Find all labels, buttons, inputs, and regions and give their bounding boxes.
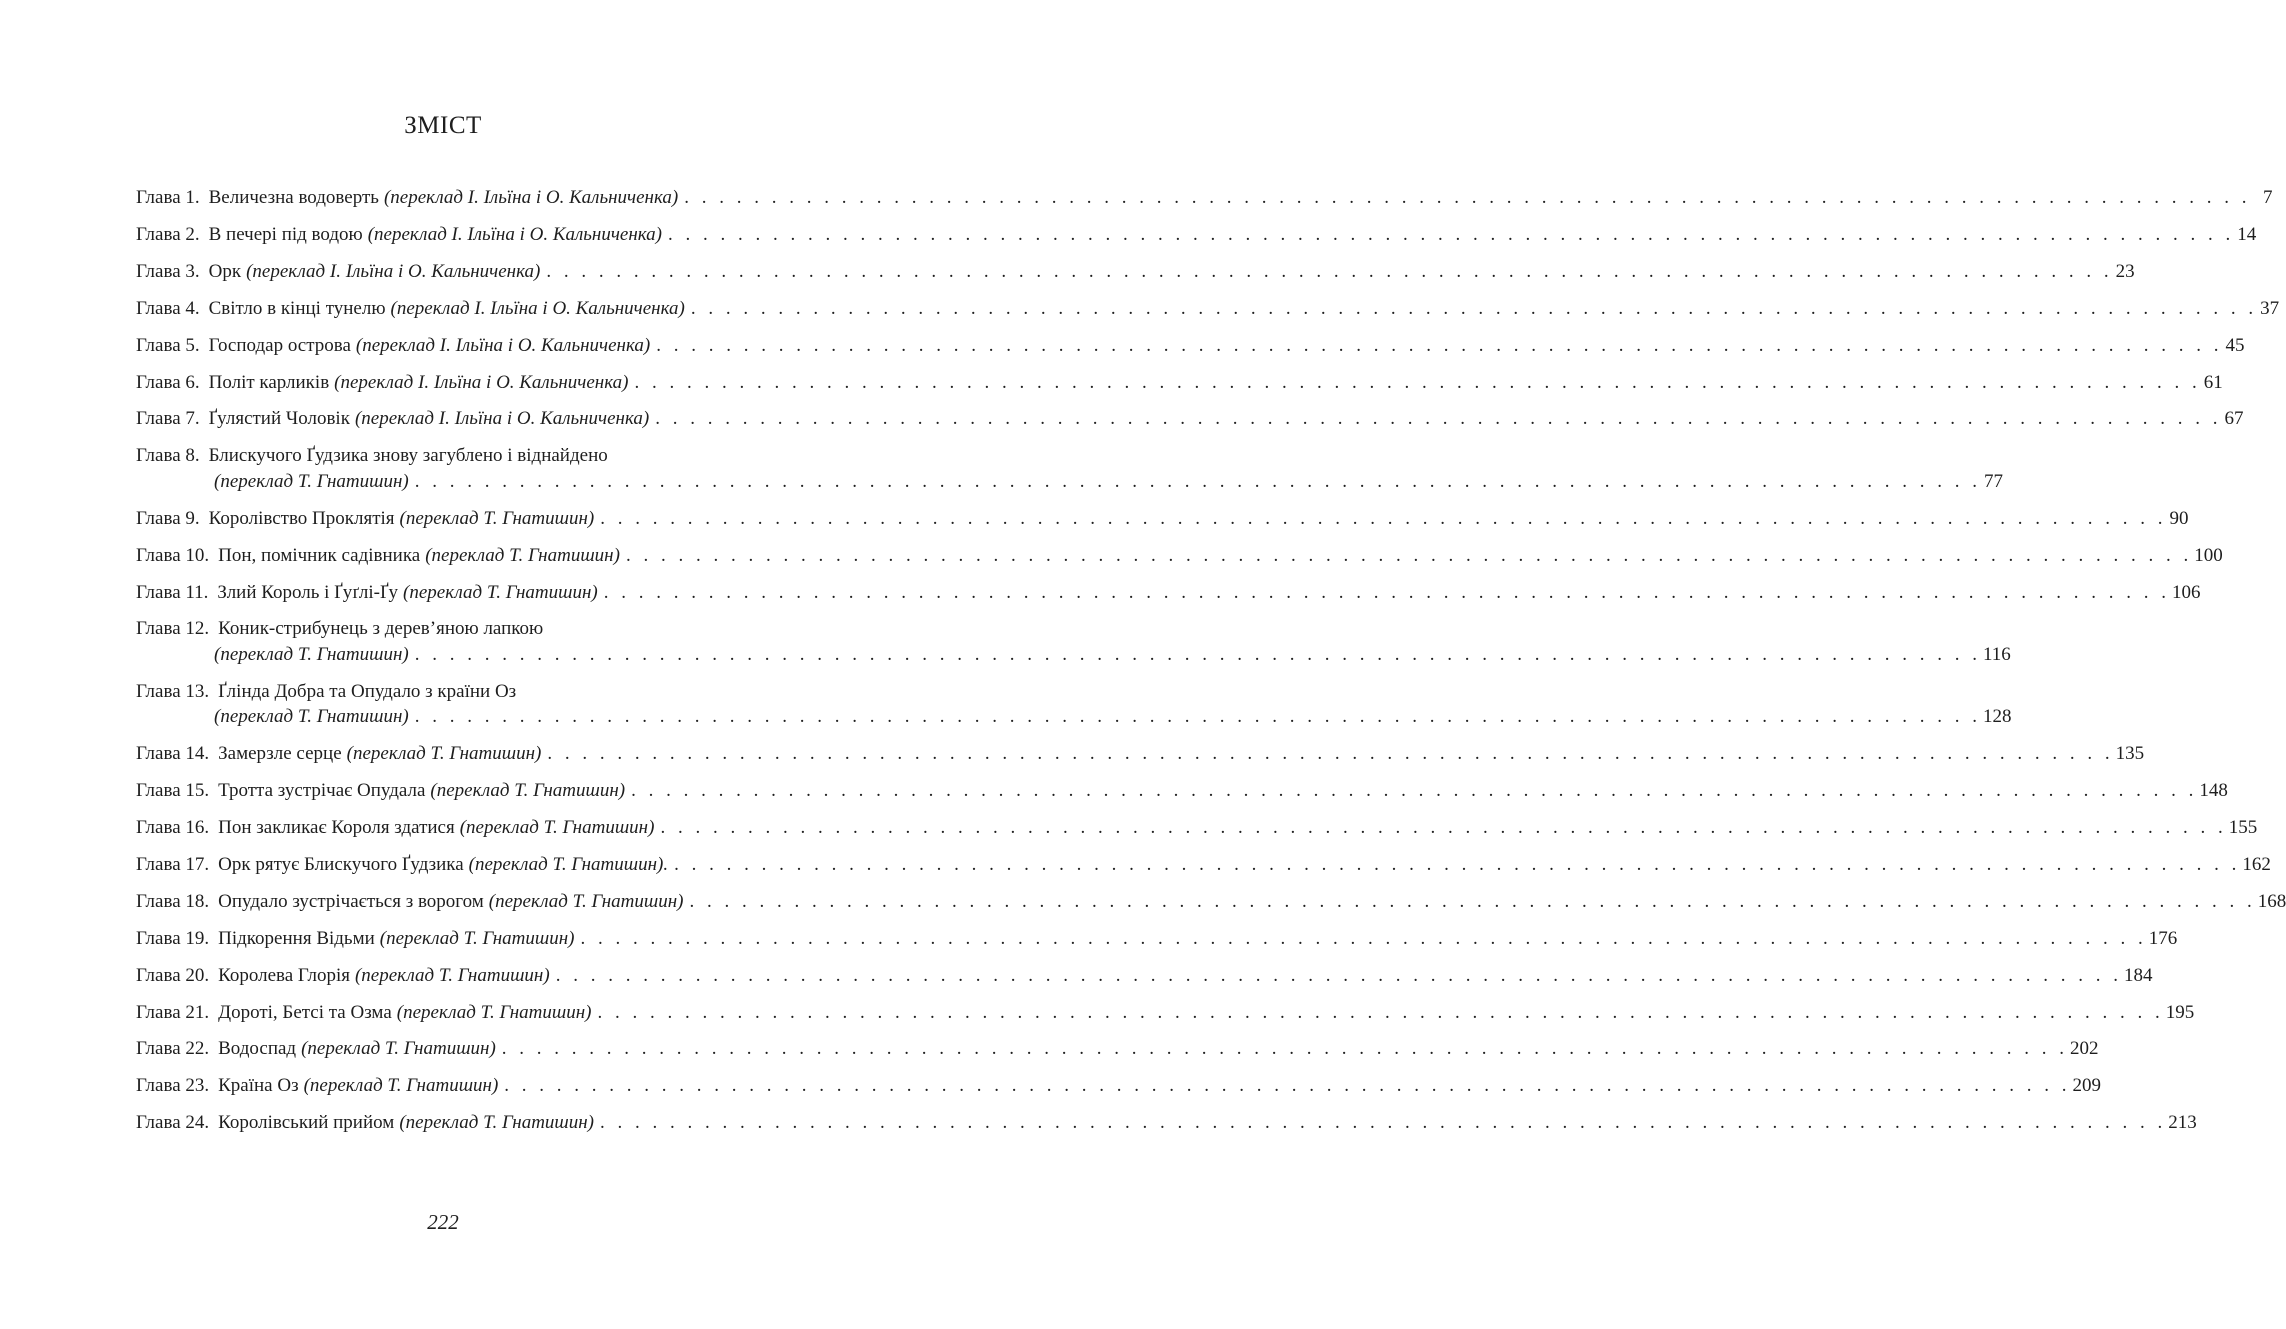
chapter-translator: (переклад Т. Гнатишин). [468,853,669,875]
chapter-label: Глава 6. [136,371,200,393]
toc-entry-line [136,924,2178,954]
chapter-label: Глава 12. [136,618,210,640]
chapter-title: Коник-стрибунець з дерев’яною лапкою [218,618,544,640]
chapter-label: Глава 23. [136,1075,210,1097]
chapter-translator: (переклад Т. Гнатишин) [396,1001,592,1023]
chapter-title: Країна Оз [218,1075,299,1097]
toc-entry-continuation [136,640,2011,670]
toc-entry-line [136,1071,2102,1101]
dot-leader: . . . . . . . . . . . . . . . . . . . . . . . . . . . . . . . . . . . . . . . . . . . . . . . . . . . . . . . . . . . . . . . . . . . . . . . . . . . . . . . . . . . . . . . . . . [656,334,2223,356]
chapter-translator: (переклад Т. Гнатишин) [403,581,598,603]
dot-leader: . . . . . . . . . . . . . . . . . . . . . . . . . . . . . . . . . . . . . . . . . . . . . . . . . . . . . . . . . . . . . . . . . . . . . . . . . . . . . . . . . . . . . . . . . . [689,890,2256,912]
chapter-translator: (переклад І. Ільїна і О. Кальниченка) [390,297,685,319]
chapter-label: Глава 17. [136,853,210,875]
chapter-label: Глава 9. [136,507,200,529]
dot-leader: . . . . . . . . . . . . . . . . . . . . . . . . . . . . . . . . . . . . . . . . . . . . . . . . . . . . . . . . . . . . . . . . . . . . . . . . . . . . . . . . . . . . . . . . . . [684,187,2251,208]
toc-entry-line [136,578,2201,608]
chapter-page-number: 155 [2228,817,2258,838]
chapter-page-number: 45 [2225,334,2245,356]
chapter-translator: (переклад І. Ільїна і О. Кальниченка) [383,187,679,208]
chapter-page-number: 213 [2168,1112,2197,1134]
chapter-title: Водоспад [218,1038,297,1060]
chapter-translator: (переклад І. Ільїна і О. Кальниченка) [246,260,541,282]
chapter-translator: (переклад Т. Гнатишин) [354,964,550,986]
chapter-title: Блискучого Ґудзика знову загублено і віднайдено [208,445,608,467]
toc-entry-line [136,776,2228,806]
chapter-title: Королева Глорія [218,964,350,986]
dot-leader: . . . . . . . . . . . . . . . . . . . . . . . . . . . . . . . . . . . . . . . . . . . . . . . . . . . . . . . . . . . . . . . . . . . . . . . . . . . . . . . . . . . . . . . . . . [660,817,2227,838]
toc-entry-line [136,368,2223,398]
chapter-page-number: 67 [2224,408,2244,430]
toc-entry-line [136,887,2286,917]
chapter-translator: (переклад Т. Гнатишин) [488,890,684,912]
toc-entry-line [136,257,2135,287]
chapter-translator: (переклад І. Ільїна і О. Кальниченка) [355,334,651,356]
chapter-label: Глава 13. [136,680,210,702]
dot-leader: . . . . . . . . . . . . . . . . . . . . . . . . . . . . . . . . . . . . . . . . . . . . . . . . . . . . . . . . . . . . . . . . . . . . . . . . . . . . . . . . . . . . . . . . . . [600,1112,2167,1134]
chapter-page-number: 148 [2199,780,2228,802]
toc-entry-line [136,541,2223,571]
chapter-title: Орк [208,260,242,282]
dot-leader: . . . . . . . . . . . . . . . . . . . . . . . . . . . . . . . . . . . . . . . . . . . . . . . . . . . . . . . . . . . . . . . . . . . . . . . . . . . . . . . . . . . . . . . . . . [597,1001,2164,1023]
chapter-title: В печері під водою [208,223,363,245]
dot-leader: . . . . . . . . . . . . . . . . . . . . . . . . . . . . . . . . . . . . . . . . . . . . . . . . . . . . . . . . . . . . . . . . . . . . . . . . . . . . . . . . . . . . . . . . . . [600,507,2167,529]
chapter-title: Королівський прийом [218,1112,395,1134]
dot-leader: . . . . . . . . . . . . . . . . . . . . . . . . . . . . . . . . . . . . . . . . . . . . . . . . . . . . . . . . . . . . . . . . . . . . . . . . . . . . . . . . . . . . . . . . . . [546,260,2113,282]
toc-entry-line [136,183,2273,213]
chapter-title: Пон, помічник садівника [218,544,421,566]
dot-leader: . . . . . . . . . . . . . . . . . . . . . . . . . . . . . . . . . . . . . . . . . . . . . . . . . . . . . . . . . . . . . . . . . . . . . . . . . . . . . . . . . . . . . . . . . . [580,927,2147,949]
chapter-title: Господар острова [208,334,351,356]
dot-leader: . . . . . . . . . . . . . . . . . . . . . . . . . . . . . . . . . . . . . . . . . . . . . . . . . . . . . . . . . . . . . . . . . . . . . . . . . . . . . . . . . . . . . . . . . . [555,964,2122,986]
chapter-title: Замерзле серце [218,743,342,765]
toc-entry-line [136,813,2258,843]
chapter-page-number: 202 [2070,1038,2099,1060]
toc-entry-continuation [136,702,2012,732]
chapter-translator: (переклад Т. Гнатишин) [303,1075,499,1097]
chapter-page-number: 162 [2242,853,2271,875]
chapter-page-number: 90 [2169,507,2189,529]
chapter-translator: (переклад Т. Гнатишин) [430,780,626,802]
chapter-title: Дороті, Бетсі та Озма [218,1001,392,1023]
chapter-translator: (переклад Т. Гнатишин) [214,470,409,492]
chapter-title: Орк рятує Блискучого Ґудзика [218,853,464,875]
chapter-page-number: 116 [1982,643,2011,665]
chapter-label: Глава 15. [136,780,210,802]
chapter-page-number: 128 [1982,706,2012,728]
toc-entry-line [136,739,2145,769]
chapter-page-number: 100 [2194,544,2223,566]
chapter-translator: (переклад Т. Гнатишин) [399,1112,595,1134]
toc-entry-line [136,294,2280,324]
chapter-title: Королівство Проклятія [208,507,395,529]
dot-leader: . . . . . . . . . . . . . . . . . . . . . . . . . . . . . . . . . . . . . . . . . . . . . . . . . . . . . . . . . . . . . . . . . . . . . . . . . . . . . . . . . . . . . . . . . . [625,544,2193,566]
chapter-label: Глава 3. [136,260,200,282]
toc-entry-line [136,220,2257,250]
chapter-title: Ґлінда Добра та Опудало з країни Оз [218,680,517,702]
chapter-translator: (переклад І. Ільїна і О. Кальниченка) [354,408,650,430]
dot-leader: . . . . . . . . . . . . . . . . . . . . . . . . . . . . . . . . . . . . . . . . . . . . . . . . . . . . . . . . . . . . . . . . . . . . . . . . . . . . . . . . . . . . . . . . . . [414,470,1981,492]
chapter-translator: (переклад Т. Гнатишин) [301,1038,496,1060]
chapter-page-number: 7 [2262,187,2273,208]
chapter-label: Глава 10. [136,544,210,566]
dot-leader: . . . . . . . . . . . . . . . . . . . . . . . . . . . . . . . . . . . . . . . . . . . . . . . . . . . . . . . . . . . . . . . . . . . . . . . . . . . . . . . . . . . . . . . . . . [634,371,2201,393]
toc-entry-line [136,504,2189,534]
chapter-translator: (переклад Т. Гнатишин) [379,927,575,949]
chapter-translator: (переклад Т. Гнатишин) [346,743,542,765]
chapter-label: Глава 2. [136,223,200,245]
chapter-page-number: 135 [2115,743,2145,765]
chapter-translator: (переклад Т. Гнатишин) [399,507,595,529]
chapter-title: Тротта зустрічає Опудала [218,780,426,802]
chapter-page-number: 14 [2237,223,2257,245]
chapter-page-number: 37 [2260,297,2280,319]
chapter-label: Глава 14. [136,743,210,765]
chapter-title: Злий Король і Ґуґлі-Ґу [217,581,399,603]
toc-entry-line [136,1034,2099,1064]
chapter-title: Світло в кінці тунелю [208,297,386,319]
chapter-title: Величезна водоверть [208,187,379,208]
chapter-label: Глава 11. [136,581,209,603]
chapter-label: Глава 20. [136,964,210,986]
toc-entry-continuation [136,467,2003,497]
chapter-translator: (переклад І. Ільїна і О. Кальниченка) [334,371,629,393]
toc-entry-line [136,998,2195,1028]
chapter-label: Глава 22. [136,1038,210,1060]
chapter-page-number: 168 [2257,890,2286,912]
dot-leader: . . . . . . . . . . . . . . . . . . . . . . . . . . . . . . . . . . . . . . . . . . . . . . . . . . . . . . . . . . . . . . . . . . . . . . . . . . . . . . . . . . . . . . . . . . [547,743,2114,765]
chapter-label: Глава 19. [136,927,210,949]
chapter-title: Пон закликає Короля здатися [218,817,455,838]
chapter-label: Глава 21. [136,1001,210,1023]
toc-entry-line [136,961,2153,991]
chapter-translator: (переклад Т. Гнатишин) [459,817,655,838]
chapter-label: Глава 5. [136,334,200,356]
chapter-page-number: 209 [2072,1075,2102,1097]
chapter-label: Глава 1. [136,187,200,208]
chapter-translator: (переклад Т. Гнатишин) [214,706,409,728]
chapter-label: Глава 24. [136,1112,210,1134]
chapter-title: Ґулястий Чоловік [208,408,350,430]
chapter-page-number: 61 [2203,371,2223,393]
page-title: ЗМІСТ [404,112,482,139]
toc-entry-line [136,1108,2197,1138]
chapter-title: Підкорення Відьми [218,927,375,949]
chapter-page-number: 23 [2115,260,2135,282]
chapter-page-number: 184 [2123,964,2153,986]
chapter-translator: (переклад Т. Гнатишин) [214,643,409,665]
dot-leader: . . . . . . . . . . . . . . . . . . . . . . . . . . . . . . . . . . . . . . . . . . . . . . . . . . . . . . . . . . . . . . . . . . . . . . . . . . . . . . . . . . . . . . . . . . [690,297,2258,319]
chapter-label: Глава 18. [136,890,210,912]
dot-leader: . . . . . . . . . . . . . . . . . . . . . . . . . . . . . . . . . . . . . . . . . . . . . . . . . . . . . . . . . . . . . . . . . . . . . . . . . . . . . . . . . . . . . . . . . . [603,581,2170,603]
chapter-title: Політ карликів [208,371,330,393]
dot-leader: . . . . . . . . . . . . . . . . . . . . . . . . . . . . . . . . . . . . . . . . . . . . . . . . . . . . . . . . . . . . . . . . . . . . . . . . . . . . . . . . . . . . . . . . . . [655,408,2222,430]
toc-entry-line [136,850,2271,880]
chapter-page-number: 176 [2148,927,2178,949]
chapter-translator: (переклад І. Ільїна і О. Кальниченка) [367,223,662,245]
chapter-title: Опудало зустрічається з ворогом [218,890,484,912]
chapter-label: Глава 7. [136,408,200,430]
dot-leader: . . . . . . . . . . . . . . . . . . . . . . . . . . . . . . . . . . . . . . . . . . . . . . . . . . . . . . . . . . . . . . . . . . . . . . . . . . . . . . . . . . . . . . . . . . [674,853,2241,875]
dot-leader: . . . . . . . . . . . . . . . . . . . . . . . . . . . . . . . . . . . . . . . . . . . . . . . . . . . . . . . . . . . . . . . . . . . . . . . . . . . . . . . . . . . . . . . . . . [501,1038,2069,1060]
dot-leader: . . . . . . . . . . . . . . . . . . . . . . . . . . . . . . . . . . . . . . . . . . . . . . . . . . . . . . . . . . . . . . . . . . . . . . . . . . . . . . . . . . . . . . . . . . [668,223,2235,245]
dot-leader: . . . . . . . . . . . . . . . . . . . . . . . . . . . . . . . . . . . . . . . . . . . . . . . . . . . . . . . . . . . . . . . . . . . . . . . . . . . . . . . . . . . . . . . . . . [414,706,1981,728]
dot-leader: . . . . . . . . . . . . . . . . . . . . . . . . . . . . . . . . . . . . . . . . . . . . . . . . . . . . . . . . . . . . . . . . . . . . . . . . . . . . . . . . . . . . . . . . . . [414,643,1981,665]
page-number: 222 [427,1210,459,1234]
chapter-label: Глава 16. [136,817,210,838]
chapter-translator: (переклад Т. Гнатишин) [425,544,620,566]
dot-leader: . . . . . . . . . . . . . . . . . . . . . . . . . . . . . . . . . . . . . . . . . . . . . . . . . . . . . . . . . . . . . . . . . . . . . . . . . . . . . . . . . . . . . . . . . . [631,780,2198,802]
toc-entry-line [136,331,2245,361]
chapter-label: Глава 4. [136,297,200,319]
chapter-page-number: 77 [1983,470,2003,492]
toc-entry-line [136,404,2244,434]
chapter-page-number: 195 [2165,1001,2195,1023]
chapter-label: Глава 8. [136,445,200,467]
dot-leader: . . . . . . . . . . . . . . . . . . . . . . . . . . . . . . . . . . . . . . . . . . . . . . . . . . . . . . . . . . . . . . . . . . . . . . . . . . . . . . . . . . . . . . . . . . [504,1075,2071,1097]
chapter-page-number: 106 [2171,581,2201,603]
